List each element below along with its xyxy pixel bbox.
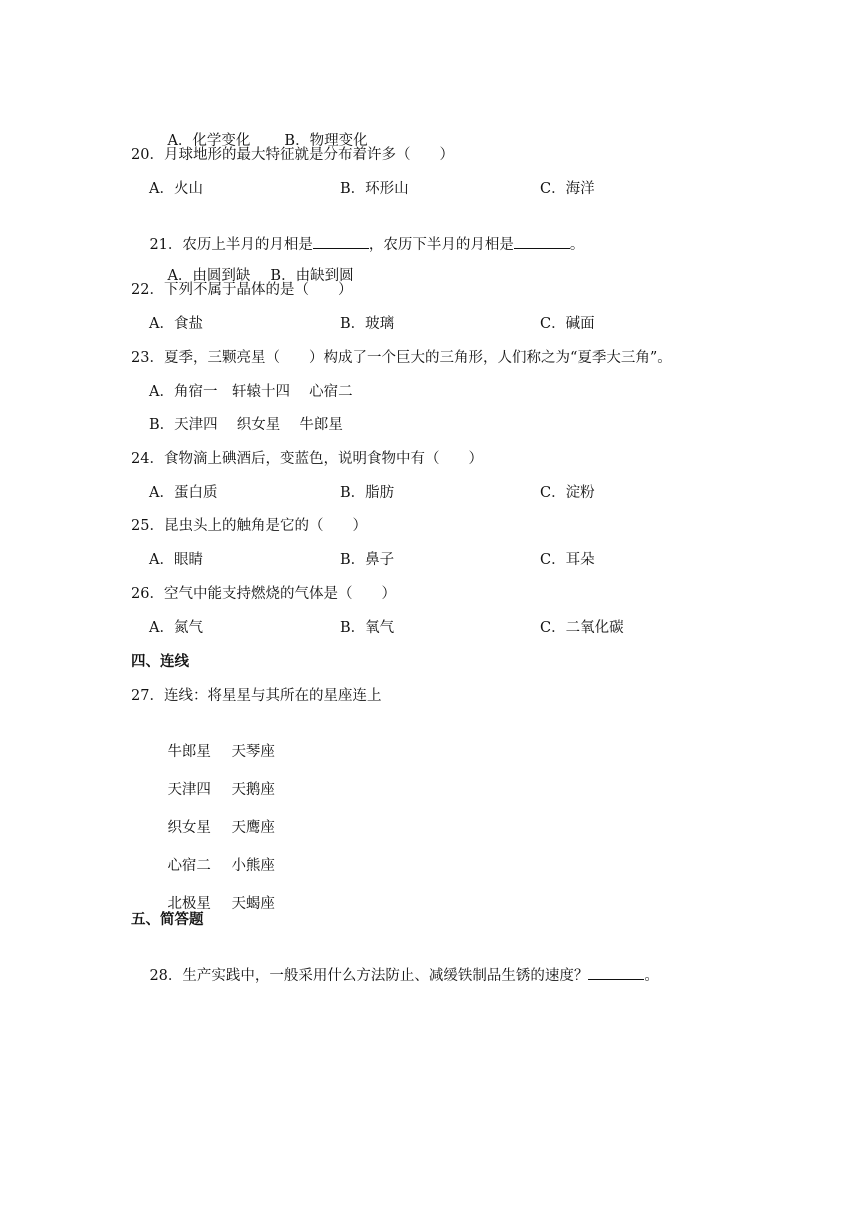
q21-option-a: A．由圆到缺 bbox=[167, 268, 251, 284]
q25-option-a: A．眼睛 bbox=[149, 552, 203, 568]
q27-stem: 27．连线：将星星与其所在的星座连上 bbox=[131, 688, 382, 704]
q23-option-b: B．天津四 织女星 牛郎星 bbox=[149, 417, 343, 433]
constellation-name[interactable]: 天鹅座 bbox=[231, 782, 275, 798]
q20-stem: 20．月球地形的最大特征就是分布着许多（ ） bbox=[131, 147, 454, 163]
star-name[interactable]: 心宿二 bbox=[167, 858, 211, 874]
q24-option-b: B．脂肪 bbox=[340, 485, 395, 501]
star-name[interactable]: 北极星 bbox=[167, 896, 211, 912]
constellation-name[interactable]: 天琴座 bbox=[231, 744, 275, 760]
q24-stem: 24．食物滴上碘酒后，变蓝色，说明食物中有（ ） bbox=[131, 451, 483, 467]
q25-option-c: C．耳朵 bbox=[540, 552, 595, 568]
q19-option-a: A．化学变化 bbox=[167, 133, 251, 149]
q24-option-c: C．淀粉 bbox=[540, 485, 595, 501]
star-name[interactable]: 牛郎星 bbox=[167, 744, 211, 760]
q28-stem bbox=[131, 944, 659, 1006]
q28-stem-part2: 。 bbox=[644, 968, 659, 984]
q26-option-b: B．氧气 bbox=[340, 620, 395, 636]
q22-option-b: B．玻璃 bbox=[340, 316, 395, 332]
q19-option-b: B．物理变化 bbox=[284, 133, 368, 149]
q21-stem-part3: 。 bbox=[569, 237, 585, 253]
section-heading-4: 四、连线 bbox=[131, 654, 189, 670]
constellation-name[interactable]: 天蝎座 bbox=[231, 896, 275, 912]
q28-blank[interactable] bbox=[588, 964, 644, 980]
q20-option-a: A．火山 bbox=[149, 181, 203, 197]
q22-option-a: A．食盐 bbox=[149, 316, 203, 332]
q24-option-a: A．蛋白质 bbox=[149, 485, 218, 501]
q22-option-c: C．碱面 bbox=[540, 316, 595, 332]
constellation-name[interactable]: 小熊座 bbox=[231, 858, 275, 874]
q25-stem: 25．昆虫头上的触角是它的（ ） bbox=[131, 518, 367, 534]
q21-stem-part1: 21．农历上半月的月相是 bbox=[149, 237, 313, 253]
constellation-name[interactable]: 天鹰座 bbox=[231, 820, 275, 836]
star-name[interactable]: 织女星 bbox=[167, 820, 211, 836]
q21-blank-2[interactable] bbox=[514, 233, 570, 249]
q21-option-b: B．由缺到圆 bbox=[270, 268, 354, 284]
q26-option-c: C．二氧化碳 bbox=[540, 620, 624, 636]
q28-stem-part1: 28．生产实践中，一般采用什么方法防止、减缓铁制品生锈的速度？ bbox=[149, 968, 589, 984]
q26-option-a: A．氮气 bbox=[149, 620, 203, 636]
q25-option-b: B．鼻子 bbox=[340, 552, 395, 568]
q20-option-b: B．环形山 bbox=[340, 181, 409, 197]
q23-stem: 23．夏季，三颗亮星（ ）构成了一个巨大的三角形，人们称之为“夏季大三角”。 bbox=[131, 350, 672, 366]
q20-option-c: C．海洋 bbox=[540, 181, 595, 197]
q23-option-a: A．角宿一 轩辕十四 心宿二 bbox=[149, 384, 353, 400]
q22-stem: 22．下列不属于晶体的是（ ） bbox=[131, 282, 353, 298]
section-heading-5: 五、简答题 bbox=[131, 912, 204, 928]
star-name[interactable]: 天津四 bbox=[167, 782, 211, 798]
q21-stem-part2: ，农历下半月的月相是 bbox=[368, 237, 514, 253]
q26-stem: 26．空气中能支持燃烧的气体是（ ） bbox=[131, 586, 396, 602]
